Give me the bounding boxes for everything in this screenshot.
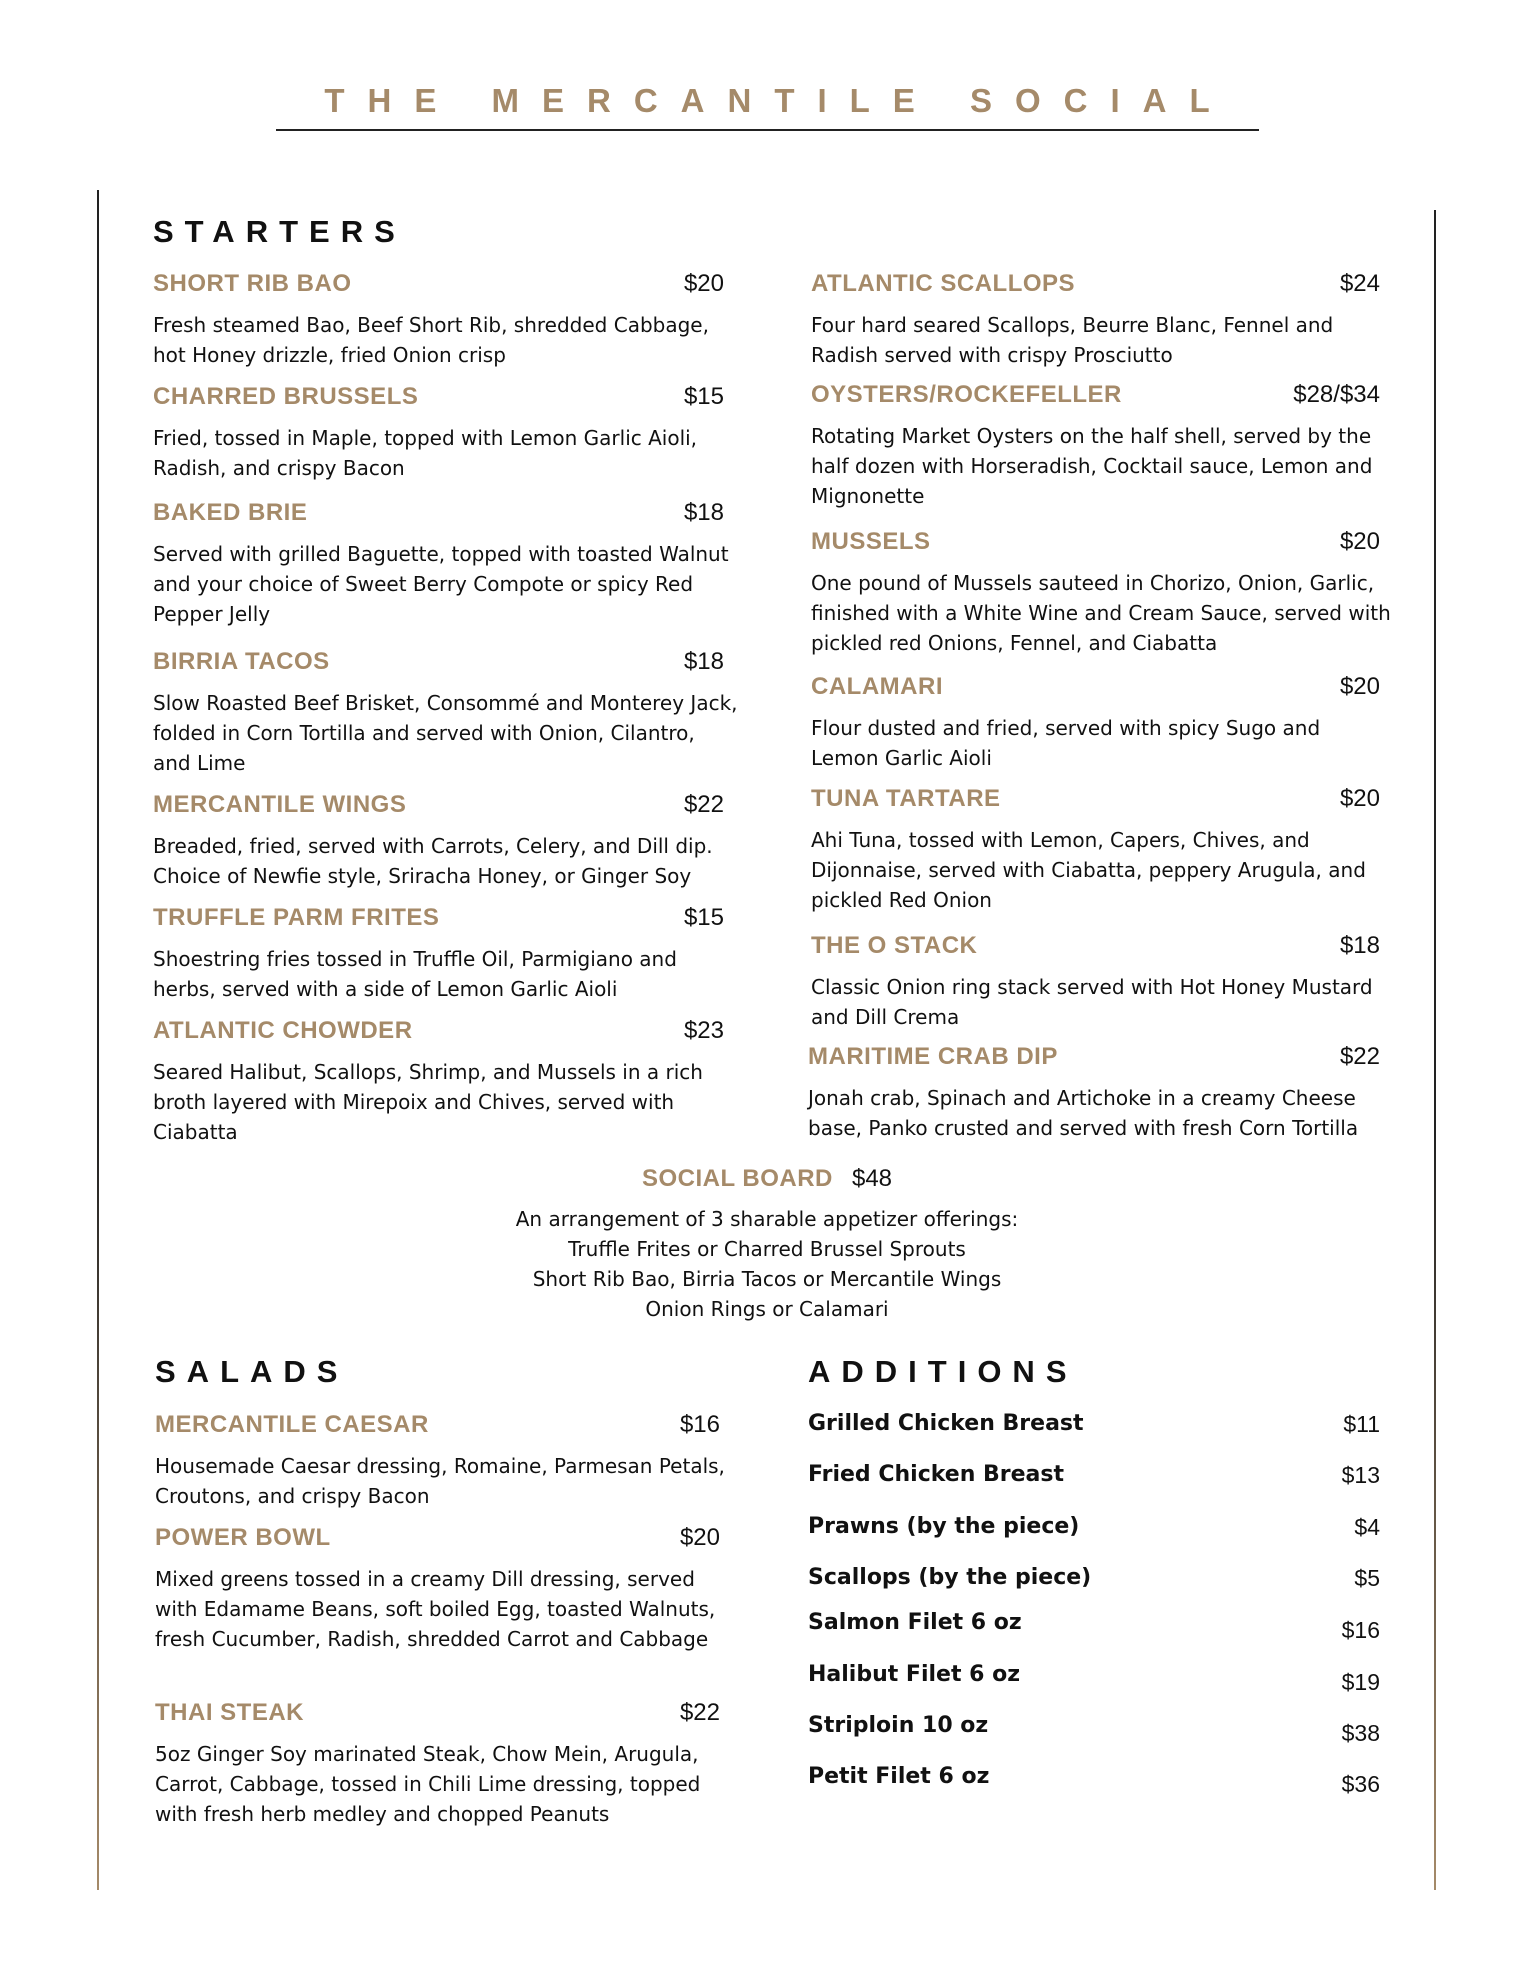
menu-item-price: $18 (683, 499, 724, 526)
addition-price: $13 (1341, 1462, 1380, 1488)
menu-item-name: MUSSELS (811, 528, 931, 555)
addition-price: $4 (1354, 1514, 1380, 1540)
menu-item-description: Rotating Market Oysters on the half shell, served by the half dozen with Horseradish, Cocktail sauce, Lemon and Mignonette (811, 424, 1373, 508)
menu-item-price: $20 (1339, 673, 1380, 700)
menu-item-price: $18 (683, 648, 724, 675)
addition-price: $5 (1354, 1565, 1380, 1591)
header-divider (276, 129, 1259, 131)
menu-item-name: CALAMARI (811, 673, 943, 700)
addition-price: $38 (1341, 1720, 1380, 1746)
addition-name: Fried Chicken Breast (808, 1462, 1065, 1487)
menu-item-price: $18 (1339, 932, 1380, 959)
social-board-name: SOCIAL BOARD (641, 1165, 833, 1192)
menu-item-name: OYSTERS/ROCKEFELLER (811, 381, 1122, 408)
menu-item-name: THE O STACK (811, 932, 978, 959)
social-board-title (0, 1165, 1534, 1193)
menu-item-price: $22 (683, 791, 724, 818)
social-board-line: An arrangement of 3 sharable appetizer offerings: (515, 1207, 1019, 1231)
menu-item-price: $23 (683, 1017, 724, 1044)
additions-heading: ADDITIONS (808, 1354, 1078, 1389)
menu-item-name: ATLANTIC CHOWDER (153, 1017, 413, 1044)
addition-name: Halibut Filet 6 oz (808, 1662, 1021, 1687)
social-board-line: Truffle Frites or Charred Brussel Sprouts (568, 1237, 966, 1261)
social-board-description (0, 1204, 1534, 1324)
addition-name: Grilled Chicken Breast (808, 1411, 1084, 1436)
addition-name: Striploin 10 oz (808, 1713, 989, 1738)
menu-item-description: Fried, tossed in Maple, topped with Lemon Garlic Aioli, Radish, and crispy Bacon (153, 426, 698, 480)
menu-item-description: 5oz Ginger Soy marinated Steak, Chow Mein, Arugula, Carrot, Cabbage, tossed in Chili Lime dressing, topped with fresh herb medley and chopped Peanuts (155, 1742, 701, 1826)
addition-name: Salmon Filet 6 oz (808, 1610, 1022, 1635)
menu-item-price: $20 (1339, 785, 1380, 812)
menu-item-description: Shoestring fries tossed in Truffle Oil, Parmigiano and herbs, served with a side of Lemon Garlic Aioli (153, 947, 677, 1001)
menu-item-price: $20 (683, 270, 724, 297)
menu-item-description: Jonah crab, Spinach and Artichoke in a creamy Cheese base, Panko crusted and served with fresh Corn Tortilla (808, 1086, 1359, 1140)
right-border-line (1434, 210, 1436, 1890)
menu-item-description: Classic Onion ring stack served with Hot Honey Mustard and Dill Crema (811, 975, 1373, 1029)
salads-heading: SALADS (155, 1354, 349, 1389)
menu-item-price: $16 (679, 1411, 720, 1438)
menu-item-description: Fresh steamed Bao, Beef Short Rib, shredded Cabbage, hot Honey drizzle, fried Onion crisp (153, 313, 709, 367)
menu-item-name: BAKED BRIE (153, 499, 308, 526)
menu-item-description: Ahi Tuna, tossed with Lemon, Capers, Chives, and Dijonnaise, served with Ciabatta, peppery Arugula, and pickled Red Onion (811, 828, 1366, 912)
menu-item-description: One pound of Mussels sauteed in Chorizo, Onion, Garlic, finished with a White Wine and Cream Sauce, served with pickled red Onions, Fennel, and Ciabatta (811, 571, 1391, 655)
menu-item-name: SHORT RIB BAO (153, 270, 352, 297)
social-board-line: Onion Rings or Calamari (645, 1297, 889, 1321)
menu-item-name: TRUFFLE PARM FRITES (153, 904, 440, 931)
menu-item-name: ATLANTIC SCALLOPS (811, 270, 1076, 297)
menu-item-price: $22 (1339, 1043, 1380, 1070)
menu-item-name: CHARRED BRUSSELS (153, 383, 419, 410)
menu-item-name: TUNA TARTARE (811, 785, 1001, 812)
menu-item-name: MERCANTILE CAESAR (155, 1411, 429, 1438)
menu-item-price: $15 (683, 383, 724, 410)
menu-item-price: $28/$34 (1293, 381, 1380, 408)
menu-item-name: BIRRIA TACOS (153, 648, 330, 675)
menu-item-description: Breaded, fried, served with Carrots, Celery, and Dill dip. Choice of Newfie style, Sriracha Honey, or Ginger Soy (153, 834, 713, 888)
menu-item-name: MERCANTILE WINGS (153, 791, 407, 818)
menu-item-description: Slow Roasted Beef Brisket, Consommé and Monterey Jack, folded in Corn Tortilla and served with Onion, Cilantro, and Lime (153, 691, 738, 775)
menu-item-price: $20 (679, 1524, 720, 1551)
menu-item-price: $24 (1339, 270, 1380, 297)
social-board-line: Short Rib Bao, Birria Tacos or Mercantile Wings (532, 1267, 1002, 1291)
starters-heading: STARTERS (153, 214, 406, 249)
restaurant-name: THE MERCANTILE SOCIAL (324, 82, 1233, 119)
menu-item-price: $15 (683, 904, 724, 931)
addition-price: $16 (1341, 1617, 1380, 1643)
menu-item-description: Mixed greens tossed in a creamy Dill dressing, served with Edamame Beans, soft boiled Egg, toasted Walnuts, fresh Cucumber, Radish, shredded Carrot and Cabbage (155, 1567, 716, 1651)
menu-item-description: Seared Halibut, Scallops, Shrimp, and Mussels in a rich broth layered with Mirepoix and Chives, served with Ciabatta (153, 1060, 703, 1144)
addition-price: $11 (1343, 1411, 1380, 1437)
addition-price: $19 (1341, 1669, 1380, 1695)
menu-item-description: Four hard seared Scallops, Beurre Blanc, Fennel and Radish served with crispy Prosciutto (811, 313, 1334, 367)
addition-name: Petit Filet 6 oz (808, 1764, 990, 1789)
social-board-price: $48 (851, 1165, 893, 1192)
menu-item-price: $20 (1339, 528, 1380, 555)
menu-item-price: $22 (679, 1699, 720, 1726)
addition-price: $36 (1341, 1771, 1380, 1797)
menu-item-description: Housemade Caesar dressing, Romaine, Parmesan Petals, Croutons, and crispy Bacon (155, 1454, 725, 1508)
addition-name: Prawns (by the piece) (808, 1514, 1080, 1539)
menu-item-name: MARITIME CRAB DIP (808, 1043, 1058, 1070)
menu-item-name: POWER BOWL (155, 1524, 331, 1551)
left-border-line (97, 190, 99, 1890)
menu-item-description: Flour dusted and fried, served with spicy Sugo and Lemon Garlic Aioli (811, 716, 1321, 770)
menu-item-name: THAI STEAK (155, 1699, 304, 1726)
addition-name: Scallops (by the piece) (808, 1565, 1092, 1590)
menu-item-description: Served with grilled Baguette, topped with toasted Walnut and your choice of Sweet Berry Compote or spicy Red Pepper Jelly (153, 542, 729, 626)
